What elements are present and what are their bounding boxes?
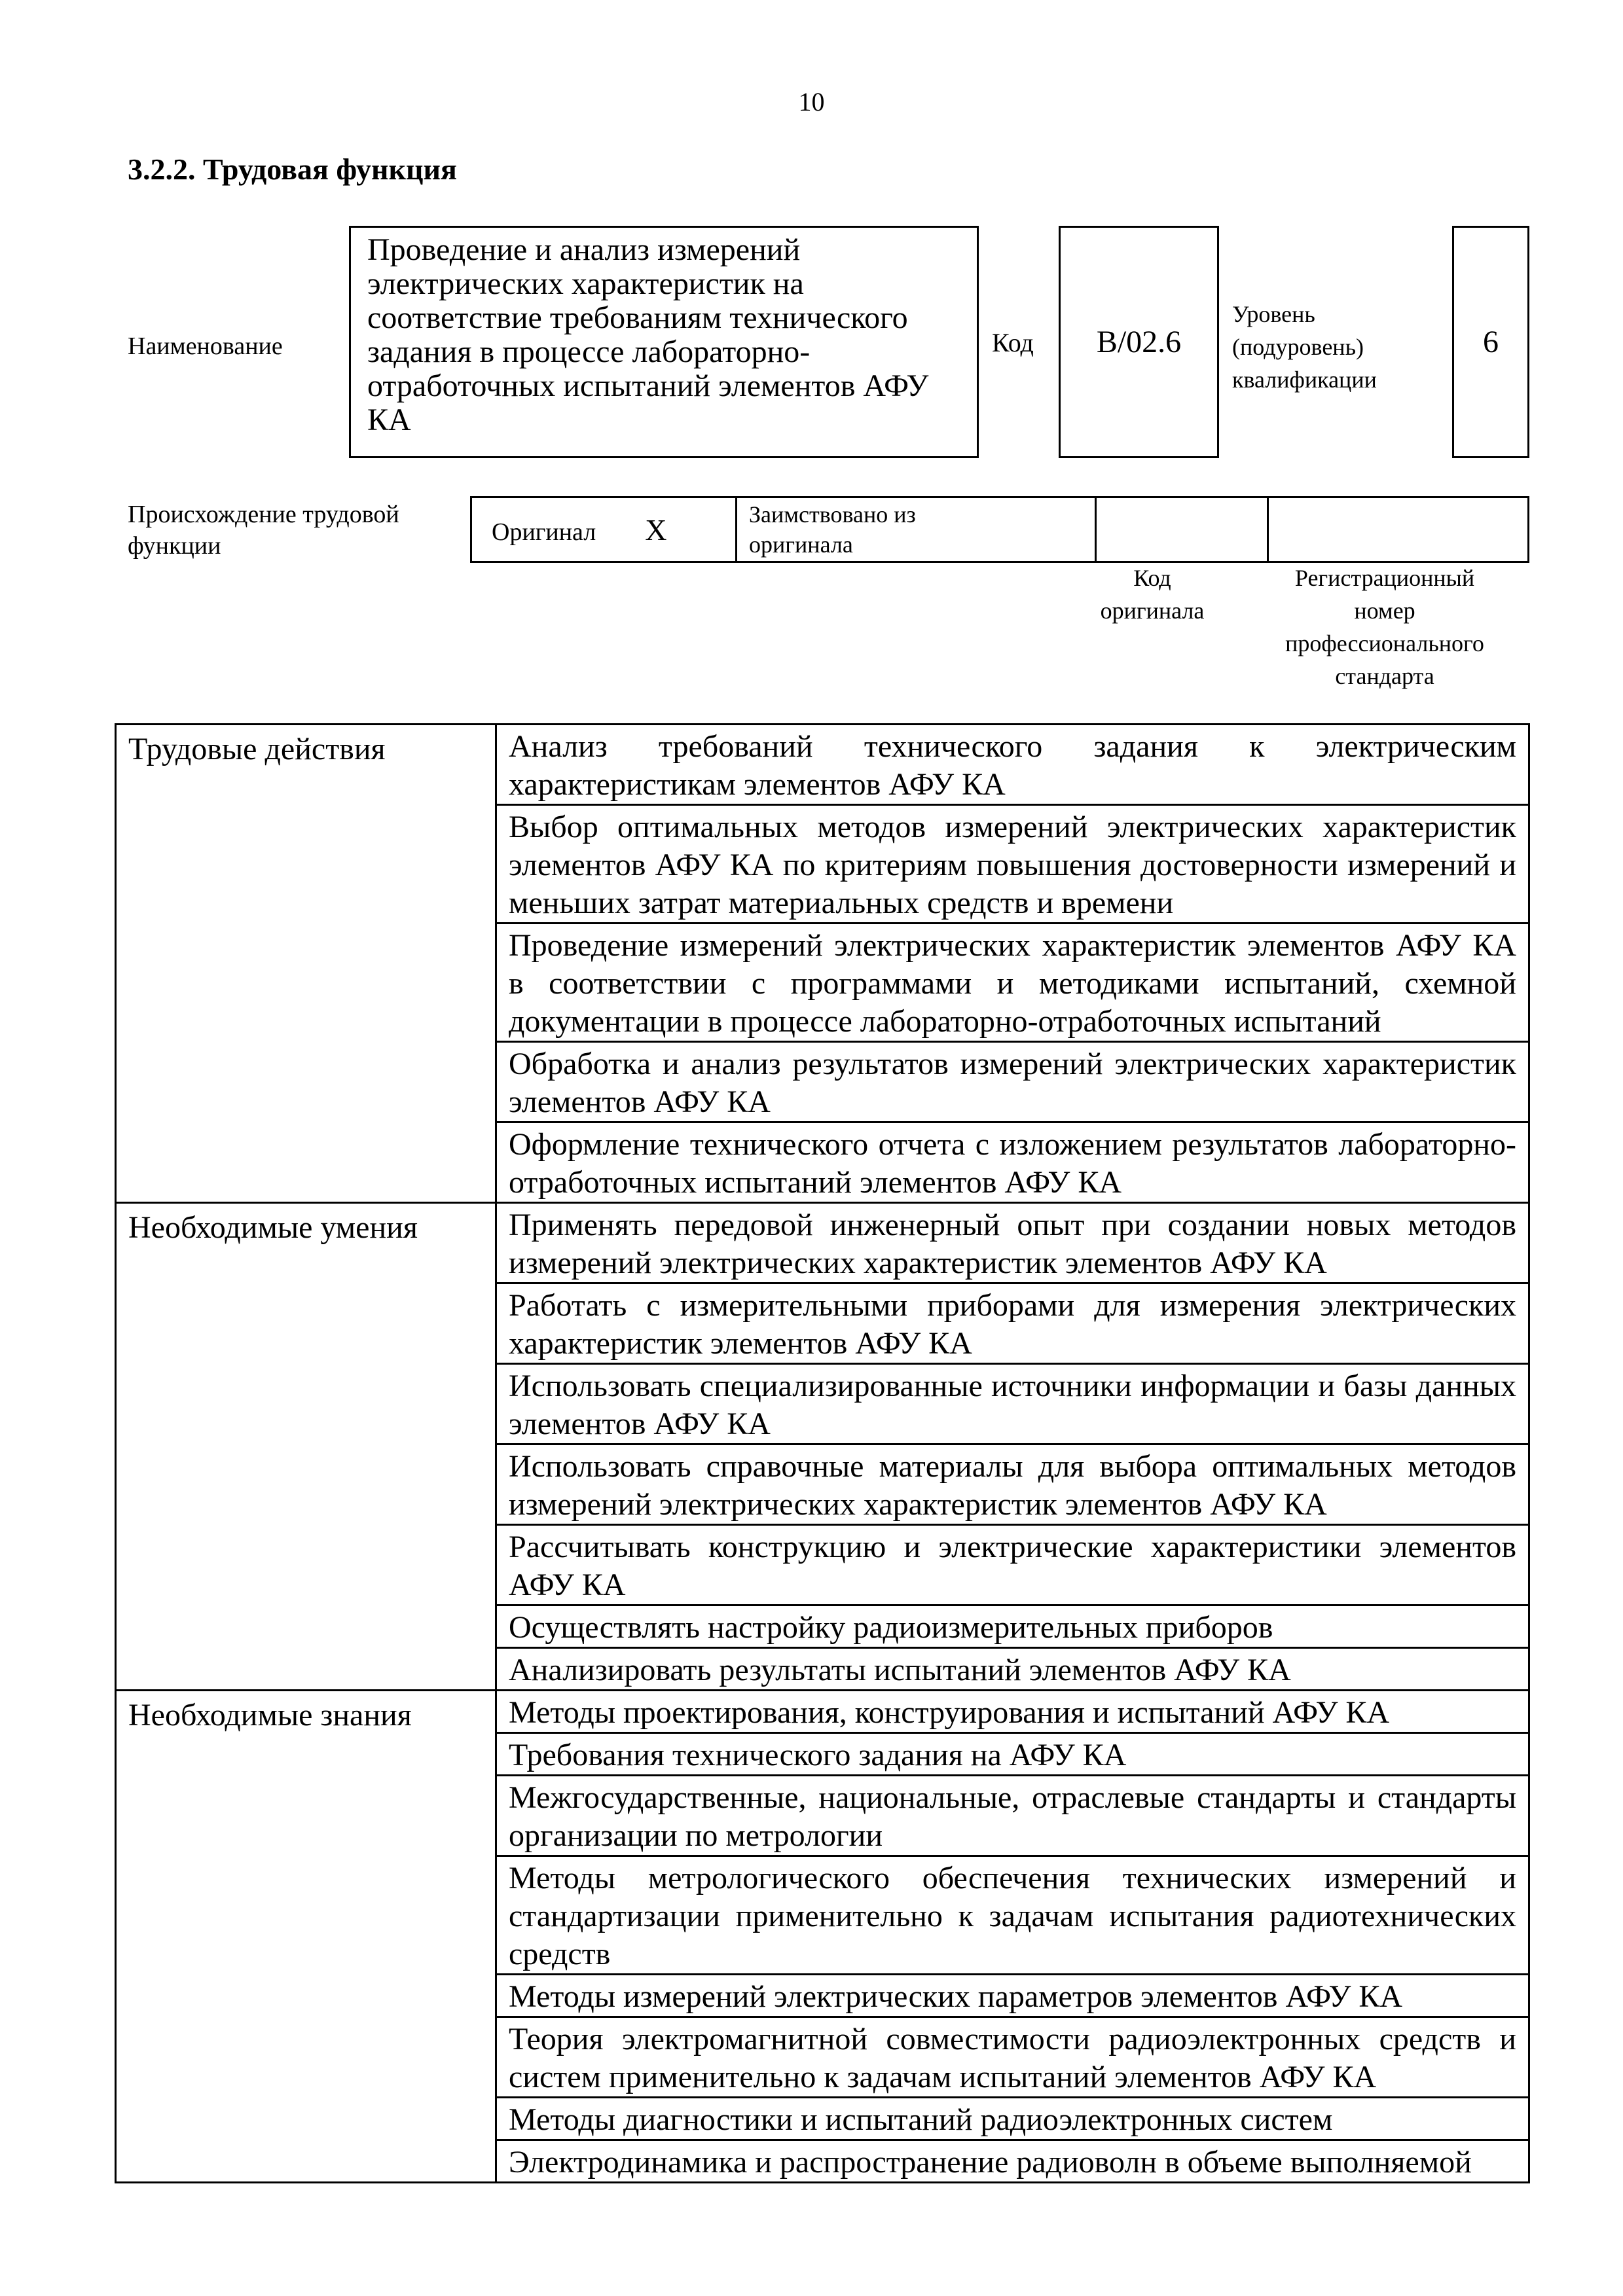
function-name-line: задания в процессе лабораторно- xyxy=(367,334,811,369)
original-label: Оригинал xyxy=(492,518,596,546)
page-number: 10 xyxy=(798,87,825,117)
level-label-line: Уровень xyxy=(1232,301,1315,327)
original-code-cell xyxy=(1096,497,1268,562)
table-cell: Методы измерений электрических параметров элементов АФУ КА xyxy=(496,1975,1529,2017)
table-cell: Работать с измерительными приборами для измерения электрических характеристик элементов АФУ КА xyxy=(496,1283,1529,1364)
borrowed-line: Заимствовано из xyxy=(749,501,916,528)
caption-line: Код xyxy=(1133,565,1171,591)
table-row xyxy=(116,1203,1529,1283)
section-heading: 3.2.2. Трудовая функция xyxy=(128,152,457,186)
table-cell: Оформление технического отчета с изложением результатов лабораторно-отработочных испытаний элементов АФУ КА xyxy=(496,1122,1529,1203)
category-cell: Необходимые знания xyxy=(116,1691,496,2183)
name-label: Наименование xyxy=(128,332,283,360)
table-cell: Методы проектирования, конструирования и испытаний АФУ КА xyxy=(496,1691,1529,1733)
level-value-box xyxy=(1452,226,1529,458)
table-cell: Применять передовой инженерный опыт при создании новых методов измерений электрических характеристик элементов АФУ КА xyxy=(496,1203,1529,1283)
level-label-line: квалификации xyxy=(1232,367,1377,393)
table-cell: Требования технического задания на АФУ КА xyxy=(496,1733,1529,1776)
code-value-box xyxy=(1059,226,1219,458)
table-cell: Методы диагностики и испытаний радиоэлектронных систем xyxy=(496,2098,1529,2140)
code-value: В/02.6 xyxy=(1096,325,1182,359)
origin-label-line: функции xyxy=(128,532,221,560)
original-cell xyxy=(471,497,737,562)
table-cell: Обработка и анализ результатов измерений электрических характеристик элементов АФУ КА xyxy=(496,1042,1529,1122)
table-cell: Проведение измерений электрических характеристик элементов АФУ КА в соответствии с программами и методиками испытаний, схемной документации в процессе лабораторно-отработочных испытаний xyxy=(496,924,1529,1042)
table-cell: Методы метрологического обеспечения технических измерений и стандартизации применительно к задачам испытания радиотехнических средств xyxy=(496,1856,1529,1975)
origin-label-line: Происхождение трудовой xyxy=(128,501,399,528)
borrowed-line: оригинала xyxy=(749,531,853,558)
caption-line: Регистрационный xyxy=(1294,565,1475,591)
function-name-box xyxy=(349,226,979,458)
table-row xyxy=(116,1691,1529,1733)
table-cell: Выбор оптимальных методов измерений электрических характеристик элементов АФУ КА по критериям повышения достоверности измерений и меньших затрат материальных средств и времени xyxy=(496,805,1529,924)
registration-number-caption xyxy=(1241,562,1529,692)
function-name-line: соответствие требованиям технического xyxy=(367,300,908,335)
level-value: 6 xyxy=(1483,325,1499,359)
table-cell: Электродинамика и распространение радиоволн в объеме выполняемой xyxy=(496,2140,1529,2183)
function-name-line: КА xyxy=(367,403,411,437)
original-mark: X xyxy=(645,512,667,547)
table-cell: Рассчитывать конструкцию и электрические характеристики элементов АФУ КА xyxy=(496,1525,1529,1605)
origin-table xyxy=(470,496,1529,563)
borrowed-cell xyxy=(737,497,1096,562)
function-name-line: Проведение и анализ измерений xyxy=(367,232,801,267)
level-label-line: (подуровень) xyxy=(1232,334,1364,360)
table-cell: Использовать справочные материалы для выбора оптимальных методов измерений электрических характеристик элементов АФУ КА xyxy=(496,1444,1529,1525)
registration-number-cell xyxy=(1268,497,1529,562)
table-cell: Анализ требований технического задания к электрическим характеристикам элементов АФУ КА xyxy=(496,725,1529,805)
caption-line: номер xyxy=(1354,598,1415,624)
table-row xyxy=(116,725,1529,805)
caption-line: профессионального xyxy=(1285,630,1484,656)
table-cell: Осуществлять настройку радиоизмерительных приборов xyxy=(496,1605,1529,1648)
category-cell: Трудовые действия xyxy=(116,725,496,1203)
table-cell: Анализировать результаты испытаний элементов АФУ КА xyxy=(496,1648,1529,1691)
table-cell: Теория электромагнитной совместимости радиоэлектронных средств и систем применительно к задачам испытаний элементов АФУ КА xyxy=(496,2017,1529,2098)
caption-line: стандарта xyxy=(1335,663,1434,689)
category-cell: Необходимые умения xyxy=(116,1203,496,1691)
qualification-level-label xyxy=(1232,298,1377,396)
function-name-line: электрических характеристик на xyxy=(367,266,804,301)
function-name-line: отработочных испытаний элементов АФУ xyxy=(367,368,929,403)
caption-line: оригинала xyxy=(1100,598,1205,624)
labor-function-table xyxy=(115,723,1530,2183)
table-cell: Использовать специализированные источники информации и базы данных элементов АФУ КА xyxy=(496,1364,1529,1444)
code-label: Код xyxy=(992,328,1034,357)
table-cell: Межгосударственные, национальные, отраслевые стандарты и стандарты организации по метрологии xyxy=(496,1776,1529,1856)
origin-label xyxy=(128,499,399,562)
code-original-caption xyxy=(1067,562,1237,627)
